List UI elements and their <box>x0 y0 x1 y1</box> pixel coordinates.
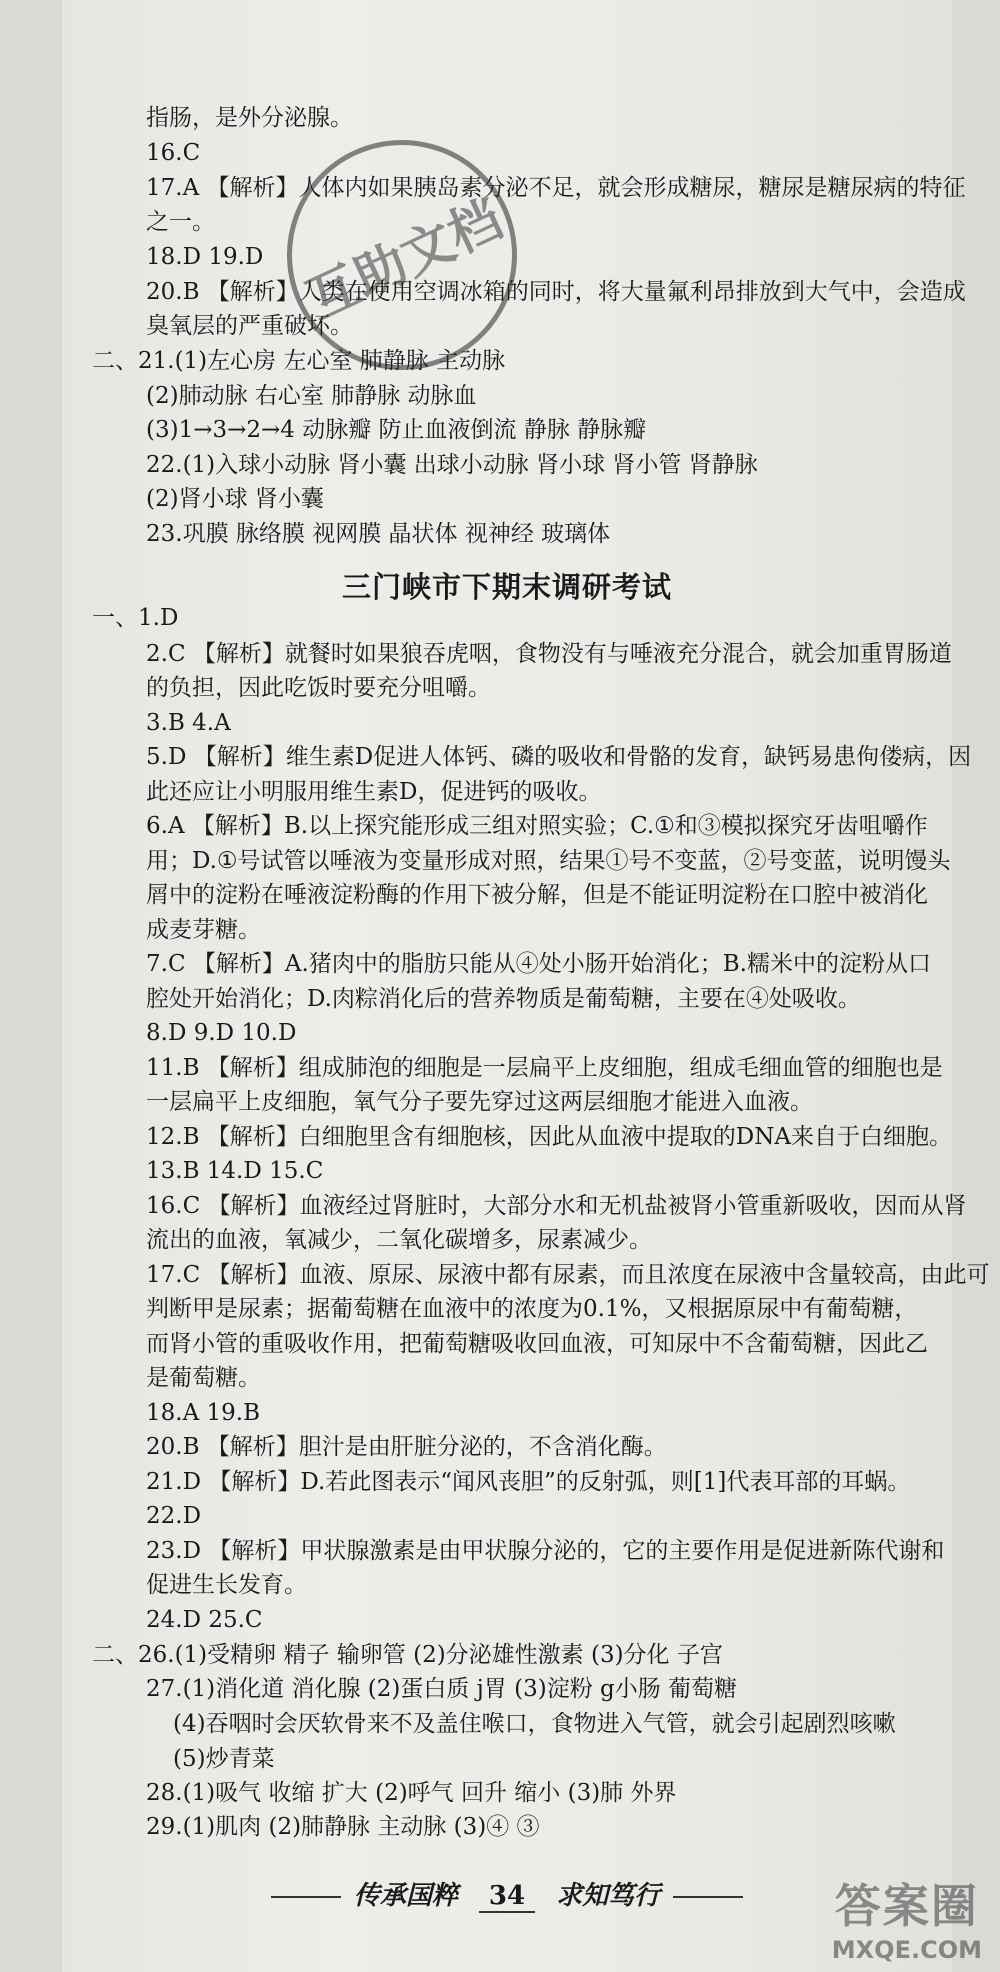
answer-line: 12.B 【解析】白细胞里含有细胞核，因此从血液中提取的DNA来自于白细胞。 <box>146 1124 952 1150</box>
corner-logo <box>832 1870 982 1964</box>
answer-line: 16.C <box>146 140 201 166</box>
page-number: 34 <box>479 1881 535 1913</box>
corner-logo-text: 答案圈 <box>834 1879 979 1933</box>
document-page <box>62 0 990 1972</box>
footer-right-slogan: 求知笃行 <box>556 1881 661 1911</box>
watermark-text: 互助文档 <box>297 188 512 332</box>
answer-line: 指肠，是外分泌腺。 <box>146 105 353 131</box>
answer-line: 成麦芽糖。 <box>146 917 261 943</box>
answer-line: (4)吞咽时会厌软骨来不及盖住喉口，食物进入气管，就会引起剧烈咳嗽 <box>173 1711 896 1737</box>
answer-line: 3.B 4.A <box>146 710 231 736</box>
answer-line: 17.A 【解析】人体内如果胰岛素分泌不足，就会形成糖尿，糖尿是糖尿病的特征 <box>146 175 966 201</box>
answer-line: 8.D 9.D 10.D <box>146 1020 297 1046</box>
answer-line: 判断甲是尿素；据葡萄糖在血液中的浓度为0.1%，又根据原尿中有葡萄糖， <box>146 1296 918 1322</box>
footer-wave-right <box>673 1896 743 1898</box>
answer-line: 一、1.D <box>92 605 179 631</box>
answer-line: (2)肺动脉 右心室 肺静脉 动脉血 <box>146 383 477 409</box>
answer-line: 此还应让小明服用维生素D，促进钙的吸收。 <box>146 779 602 805</box>
answer-line: 屑中的淀粉在唾液淀粉酶的作用下被分解，但是不能证明淀粉在口腔中被消化 <box>146 882 928 908</box>
answer-line: 7.C 【解析】A.猪肉中的脂肪只能从④处小肠开始消化；B.糯米中的淀粉从口 <box>146 951 931 977</box>
answer-line: 16.C 【解析】血液经过肾脏时，大部分水和无机盐被肾小管重新吸收，因而从肾 <box>146 1193 967 1219</box>
section-title: 三门峡市下期末调研考试 <box>341 570 672 604</box>
answer-line: 2.C 【解析】就餐时如果狼吞虎咽，食物没有与唾液充分混合，就会加重胃肠道 <box>146 641 952 667</box>
answer-line: 而肾小管的重吸收作用，把葡萄糖吸收回血液，可知尿中不含葡萄糖，因此乙 <box>146 1331 928 1357</box>
answer-line: 一层扁平上皮细胞，氧气分子要先穿过这两层细胞才能进入血液。 <box>146 1089 813 1115</box>
answer-line: 27.(1)消化道 消化腺 (2)蛋白质 j胃 (3)淀粉 g小肠 葡萄糖 <box>146 1676 738 1702</box>
answer-line: 22.(1)入球小动脉 肾小囊 出球小动脉 肾小球 肾小管 肾静脉 <box>146 452 758 478</box>
page-footer <box>62 1875 952 1913</box>
answer-line: 之一。 <box>146 209 215 235</box>
corner-logo-url: MXQE.COM <box>831 1936 982 1964</box>
answer-line: 28.(1)吸气 收缩 扩大 (2)呼气 回升 缩小 (3)肺 外界 <box>146 1780 677 1806</box>
answer-line: 二、26.(1)受精卵 精子 输卵管 (2)分泌雄性激素 (3)分化 子宫 <box>92 1642 723 1668</box>
answer-line: 二、21.(1)左心房 左心室 肺静脉 主动脉 <box>92 348 506 374</box>
answer-line: 用；D.①号试管以唾液为变量形成对照，结果①号不变蓝，②号变蓝，说明馒头 <box>146 848 951 874</box>
answer-line: (2)肾小球 肾小囊 <box>146 486 324 512</box>
answer-line: 20.B 【解析】胆汁是由肝脏分泌的，不含消化酶。 <box>146 1434 667 1460</box>
footer-wave-left <box>271 1896 341 1898</box>
answer-line: 的负担，因此吃饭时要充分咀嚼。 <box>146 675 491 701</box>
answer-line: 18.D 19.D <box>146 244 264 270</box>
answer-line: 17.C 【解析】血液、原尿、尿液中都有尿素，而且浓度在尿液中含量较高，由此可 <box>146 1262 990 1288</box>
answer-line: 流出的血液，氧减少，二氧化碳增多，尿素减少。 <box>146 1227 652 1253</box>
answer-line: 5.D 【解析】维生素D促进人体钙、磷的吸收和骨骼的发育，缺钙易患佝偻病，因 <box>146 744 972 770</box>
answer-line: 6.A 【解析】B.以上探究能形成三组对照实验；C.①和③模拟探究牙齿咀嚼作 <box>146 813 928 839</box>
answer-line: 21.D 【解析】D.若此图表示“闻风丧胆”的反射弧，则[1]代表耳部的耳蜗。 <box>146 1469 911 1495</box>
footer-left-slogan: 传承国粹 <box>353 1881 458 1911</box>
answer-line: 23.D 【解析】甲状腺激素是由甲状腺分泌的，它的主要作用是促进新陈代谢和 <box>146 1538 945 1564</box>
answer-line: 23.巩膜 脉络膜 视网膜 晶状体 视神经 玻璃体 <box>146 521 611 547</box>
answer-line: 22.D <box>146 1503 202 1529</box>
answer-line: 20.B 【解析】人类在使用空调冰箱的同时，将大量氟利昂排放到大气中，会造成 <box>146 279 966 305</box>
answer-line: 11.B 【解析】组成肺泡的细胞是一层扁平上皮细胞，组成毛细血管的细胞也是 <box>146 1055 943 1081</box>
answer-line: 13.B 14.D 15.C <box>146 1158 324 1184</box>
answer-line: 29.(1)肌肉 (2)肺静脉 主动脉 (3)④ ③ <box>146 1814 540 1840</box>
answer-line: 促进生长发育。 <box>146 1572 307 1598</box>
answer-line: 臭氧层的严重破坏。 <box>146 313 353 339</box>
answer-line: 24.D 25.C <box>146 1607 263 1633</box>
answer-line: (5)炒青菜 <box>173 1746 275 1772</box>
answer-line: 18.A 19.B <box>146 1400 260 1426</box>
answer-line: 是葡萄糖。 <box>146 1365 261 1391</box>
answer-line: (3)1→3→2→4 动脉瓣 防止血液倒流 静脉 静脉瓣 <box>146 417 647 443</box>
answer-line: 腔处开始消化；D.肉粽消化后的营养物质是葡萄糖，主要在④处吸收。 <box>146 986 861 1012</box>
